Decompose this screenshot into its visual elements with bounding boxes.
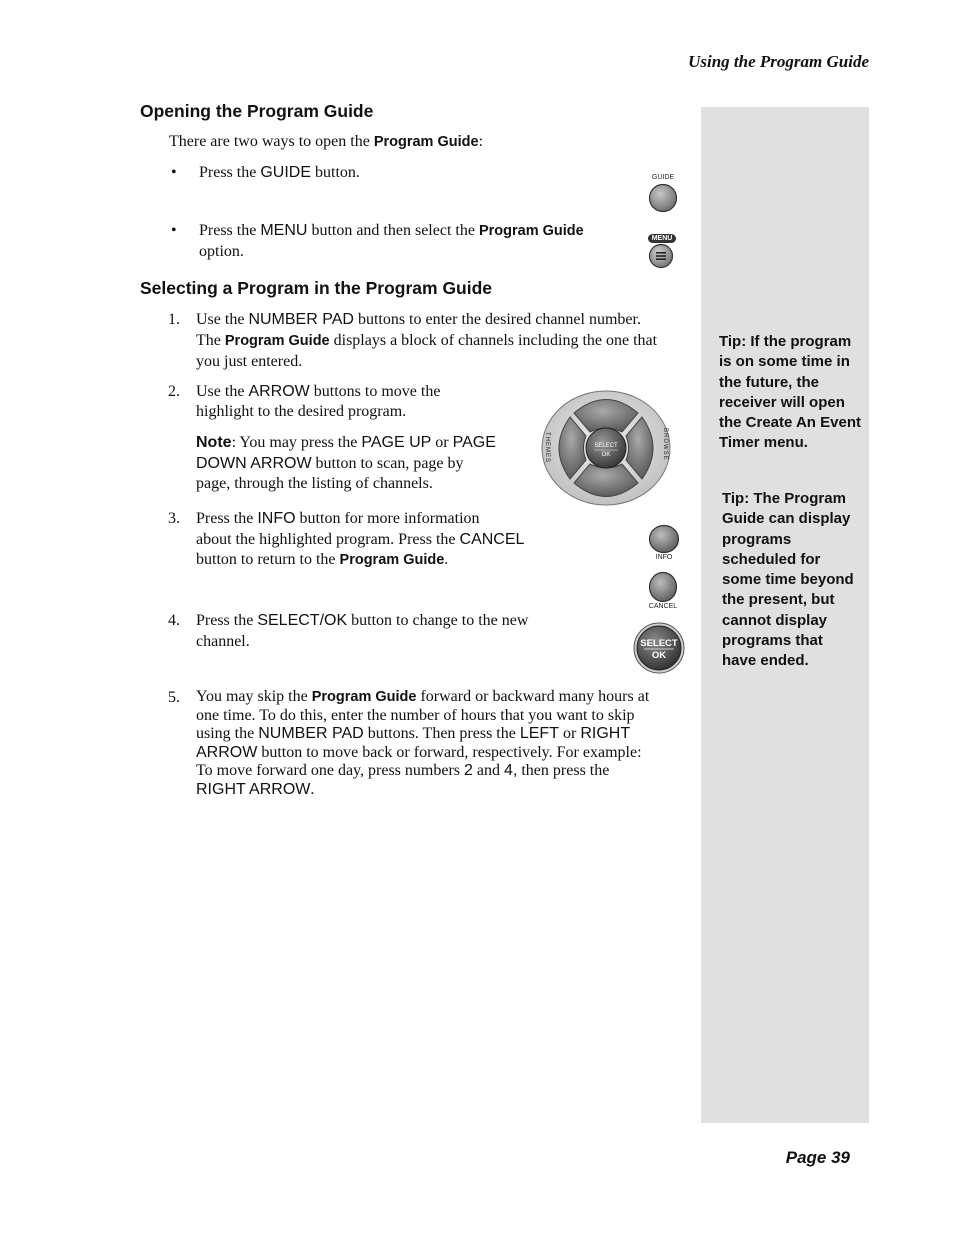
tip-line: programs — [722, 530, 792, 548]
text: . — [310, 780, 315, 798]
step-number: 2. — [168, 383, 180, 400]
program-guide-term: Program Guide — [224, 333, 330, 349]
text: button to move back or forward, respectively. For example: — [257, 743, 642, 761]
tip-line: programs that — [722, 632, 823, 650]
key-cancel: CANCEL — [459, 531, 525, 548]
tip-line: some time beyond — [722, 571, 854, 589]
tip-line: Guide can display — [722, 510, 851, 528]
section-heading-selecting: Selecting a Program in the Program Guide — [140, 278, 493, 298]
bullet-marker: • — [171, 164, 177, 181]
key-number-pad: NUMBER PAD — [248, 311, 354, 328]
step1-line2 — [196, 331, 657, 352]
step2-line2: highlight to the desired program. — [196, 403, 407, 420]
key-arrow: ARROW — [196, 743, 258, 761]
info-button-label: INFO — [655, 554, 673, 561]
tip-line: is on some time in — [719, 353, 850, 371]
step5-line2: one time. To do this, enter the number of hours that you want to skip — [196, 706, 635, 724]
guide-button-label: GUIDE — [651, 174, 675, 181]
step-number: 4. — [168, 612, 180, 629]
bullet-guide — [199, 163, 360, 184]
text: Press the — [196, 612, 258, 629]
tip-line: cannot display — [722, 611, 828, 629]
tip-line: Timer menu. — [719, 434, 808, 452]
text: or — [558, 725, 581, 742]
text: buttons to enter the desired channel number. — [353, 311, 641, 328]
text: then press the — [517, 762, 610, 779]
bullet-marker: • — [171, 222, 177, 239]
bullet-menu-cont: option. — [199, 243, 244, 260]
program-guide-term: Program Guide — [311, 689, 417, 705]
tip-line: the future, the — [719, 373, 819, 391]
note-line2 — [196, 454, 464, 475]
step3-line3 — [196, 550, 448, 571]
intro-text — [169, 132, 483, 153]
step3-line1 — [196, 509, 480, 530]
text: . — [444, 551, 449, 568]
text: Press the — [199, 222, 261, 239]
program-guide-term: Program Guide — [339, 552, 445, 568]
select-label: SELECT — [640, 638, 678, 649]
text: button to return to the — [196, 551, 340, 568]
key-page: PAGE — [452, 434, 496, 451]
running-head: Using the Program Guide — [688, 52, 869, 71]
tip-line: receiver will open — [719, 393, 845, 411]
text: : You may press the — [231, 434, 362, 451]
text: Press the — [199, 164, 261, 181]
program-guide-term: Program Guide — [373, 134, 479, 150]
tip-program-range — [722, 489, 854, 672]
themes-label: THEMES — [544, 432, 550, 464]
tip-line: Tip: The Program — [722, 490, 846, 507]
bullet-menu — [199, 221, 584, 242]
menu-button-icon — [648, 243, 674, 269]
step5-line5 — [196, 762, 649, 781]
guide-button-icon — [648, 183, 678, 213]
step1-line3: you just entered. — [196, 353, 303, 370]
text: Use the — [196, 383, 249, 400]
key-select-ok: SELECT/OK — [257, 612, 348, 629]
step-number: 5. — [168, 689, 180, 706]
text: about the highlighted program. Press the — [196, 531, 460, 548]
key-down-arrow: DOWN ARROW — [196, 455, 312, 472]
intro-pre: There are two ways to open the — [169, 133, 374, 150]
key-right-arrow: RIGHT ARROW — [196, 780, 311, 798]
tip-line: the present, but — [722, 591, 835, 609]
key-menu: MENU — [260, 222, 308, 239]
page-number: Page 39 — [785, 1148, 850, 1167]
key-info: INFO — [257, 510, 296, 527]
tip-line: have ended. — [722, 652, 809, 670]
text: button to scan, page by — [311, 455, 464, 472]
text: button and then select the — [307, 222, 479, 239]
key-left: LEFT — [519, 725, 559, 742]
text: and — [472, 762, 505, 779]
text: forward or backward many hours at — [416, 688, 650, 705]
tip-line: scheduled for — [722, 550, 821, 568]
number-2: 2 — [464, 762, 473, 779]
step5-line3 — [196, 725, 649, 744]
key-page-up: PAGE UP — [361, 434, 432, 451]
step-number: 3. — [168, 510, 180, 527]
select-ok-button-icon — [632, 621, 686, 675]
text: Use the — [196, 311, 249, 328]
arrow-pad-icon — [538, 388, 674, 508]
step5-line6 — [196, 781, 649, 800]
note-label: Note — [196, 434, 232, 451]
ok-label: OK — [651, 650, 667, 661]
step1-line1 — [196, 310, 641, 331]
step5-line4 — [196, 744, 649, 763]
info-button-icon — [648, 524, 680, 554]
step-number: 1. — [168, 311, 180, 328]
intro-post: : — [478, 133, 484, 150]
step4-line2: channel. — [196, 633, 250, 650]
tip-line: Tip: If the program — [719, 333, 852, 350]
text: The — [196, 332, 225, 349]
note-line1 — [196, 433, 496, 454]
text: buttons. Then press the — [363, 725, 520, 742]
note-line3: page, through the listing of channels. — [196, 475, 433, 492]
text: buttons to move the — [309, 383, 441, 400]
tip-create-event — [719, 332, 861, 454]
step3-line2 — [196, 530, 524, 551]
text: To move forward one day, press numbers — [196, 762, 464, 779]
program-guide-term: Program Guide — [478, 223, 584, 239]
step5-text — [196, 688, 649, 799]
text: button to change to the new — [347, 612, 529, 629]
text: using the — [196, 725, 259, 742]
tip-line: the Create An Event — [719, 414, 861, 432]
section-heading-opening: Opening the Program Guide — [140, 101, 374, 121]
step2-line1 — [196, 382, 440, 403]
number-4: 4, — [504, 762, 518, 779]
text: displays a block of channels including the one that — [329, 332, 658, 349]
text: You may skip the — [196, 688, 312, 705]
key-guide: GUIDE — [260, 164, 311, 181]
cancel-button-icon — [648, 571, 680, 603]
step4-line1 — [196, 611, 528, 632]
key-arrow: ARROW — [248, 383, 310, 400]
text: button for more information — [295, 510, 480, 527]
text: or — [431, 434, 453, 451]
cancel-button-label: CANCEL — [648, 603, 678, 610]
arrow-pad-ok-label: OK — [601, 452, 611, 458]
arrow-pad-select-label: SELECT — [594, 443, 618, 449]
menu-button-label: MENU — [648, 234, 676, 243]
browse-label: BROWSE — [662, 428, 668, 461]
key-right: RIGHT — [580, 725, 631, 742]
text: Press the — [196, 510, 258, 527]
key-number-pad: NUMBER PAD — [258, 725, 364, 742]
text: button. — [311, 164, 360, 181]
step5-line1 — [196, 688, 649, 707]
